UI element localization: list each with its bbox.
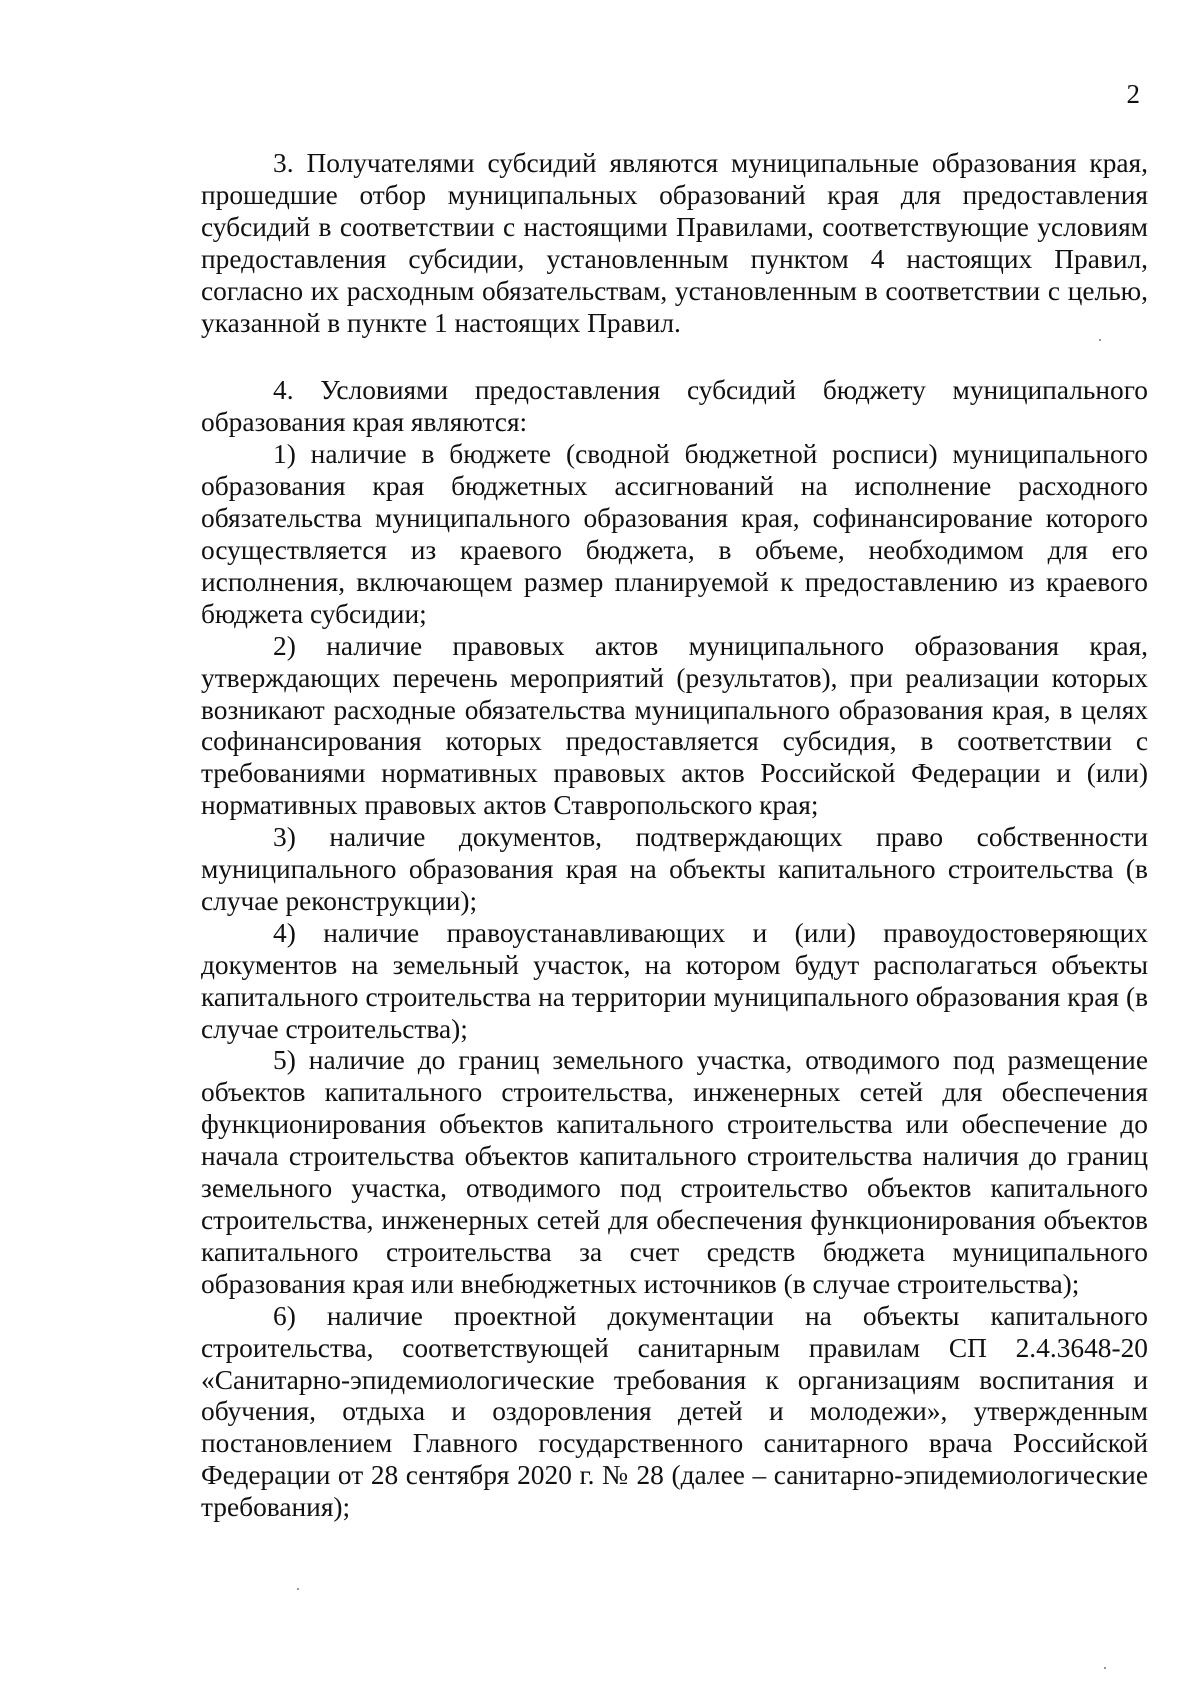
scan-speck [1099, 339, 1101, 341]
paragraph-item-4-conditions: 4. Условиями предоставления субсидий бюджету муниципального образования края являются: [201, 375, 1148, 438]
paragraph-subitem-1: 1) наличие в бюджете (сводной бюджетной росписи) муниципального образования края бюджетных ассигнований на исполнение расходного обязательства муниципального образования края, софинансирование которого осуществляется из краевого бюджета, в объеме, необходимом для его исполнения, включающем размер планируемой к предоставлению из краевого бюджета субсидии; [201, 439, 1148, 629]
paragraph-subitem-5: 5) наличие до границ земельного участка, отводимого под размещение объектов капитального строительства, инженерных сетей для обеспечения функционирования объектов капитального строительства или обеспечение до начала строительства объектов капитального строительства наличия до границ земельного участка, отводимого под строительство объектов капитального строительства, инженерных сетей для обеспечения функционирования объектов капитального строительства за счет средств бюджета муниципального образования края или внебюджетных источников (в случае строительства); [201, 1045, 1148, 1299]
scan-speck [297, 1588, 299, 1590]
paragraph-gap [201, 339, 1148, 375]
paragraph-subitem-6: 6) наличие проектной документации на объекты капитального строительства, соответствующей санитарным правилам СП 2.4.3648-20 «Санитарно-эпидемиологические требования к организациям воспитания и обучения, отдыха и оздоровления детей и молодежи», утвержденным постановлением Главного государственного санитарного врача Российской Федерации от 28 сентября 2020 г. № 28 (далее – санитарно-эпидемиологические требования); [201, 1300, 1148, 1523]
scan-speck [1104, 1667, 1106, 1669]
paragraph-subitem-4: 4) наличие правоустанавливающих и (или) правоудостоверяющих документов на земельный участок, на котором будут располагаться объекты капитального строительства на территории муниципального образования края (в случае строительства); [201, 917, 1148, 1044]
paragraph-subitem-2: 2) наличие правовых актов муниципального образования края, утверждающих перечень мероприятий (результатов), при реализации которых возникают расходные обязательства муниципального образования края, в целях софинансирования которых предоставляется субсидия, в соответствии с требованиями нормативных правовых актов Российской Федерации и (или) нормативных правовых актов Ставропольского края; [201, 630, 1148, 821]
document-body [201, 148, 1148, 1524]
paragraph-subitem-3: 3) наличие документов, подтверждающих право собственности муниципального образования края на объекты капитального строительства (в случае реконструкции); [201, 822, 1148, 916]
page-number: 2 [1126, 79, 1140, 109]
paragraph-item-3-recipients: 3. Получателями субсидий являются муниципальные образования края, прошедшие отбор муниципальных образований края для предоставления субсидий в соответствии с настоящими Правилами, соответствующие условиям предоставления субсидии, установленным пунктом 4 настоящих Правил, согласно их расходным обязательствам, установленным в соответствии с целью, указанной в пункте 1 настоящих Правил. [201, 148, 1148, 338]
